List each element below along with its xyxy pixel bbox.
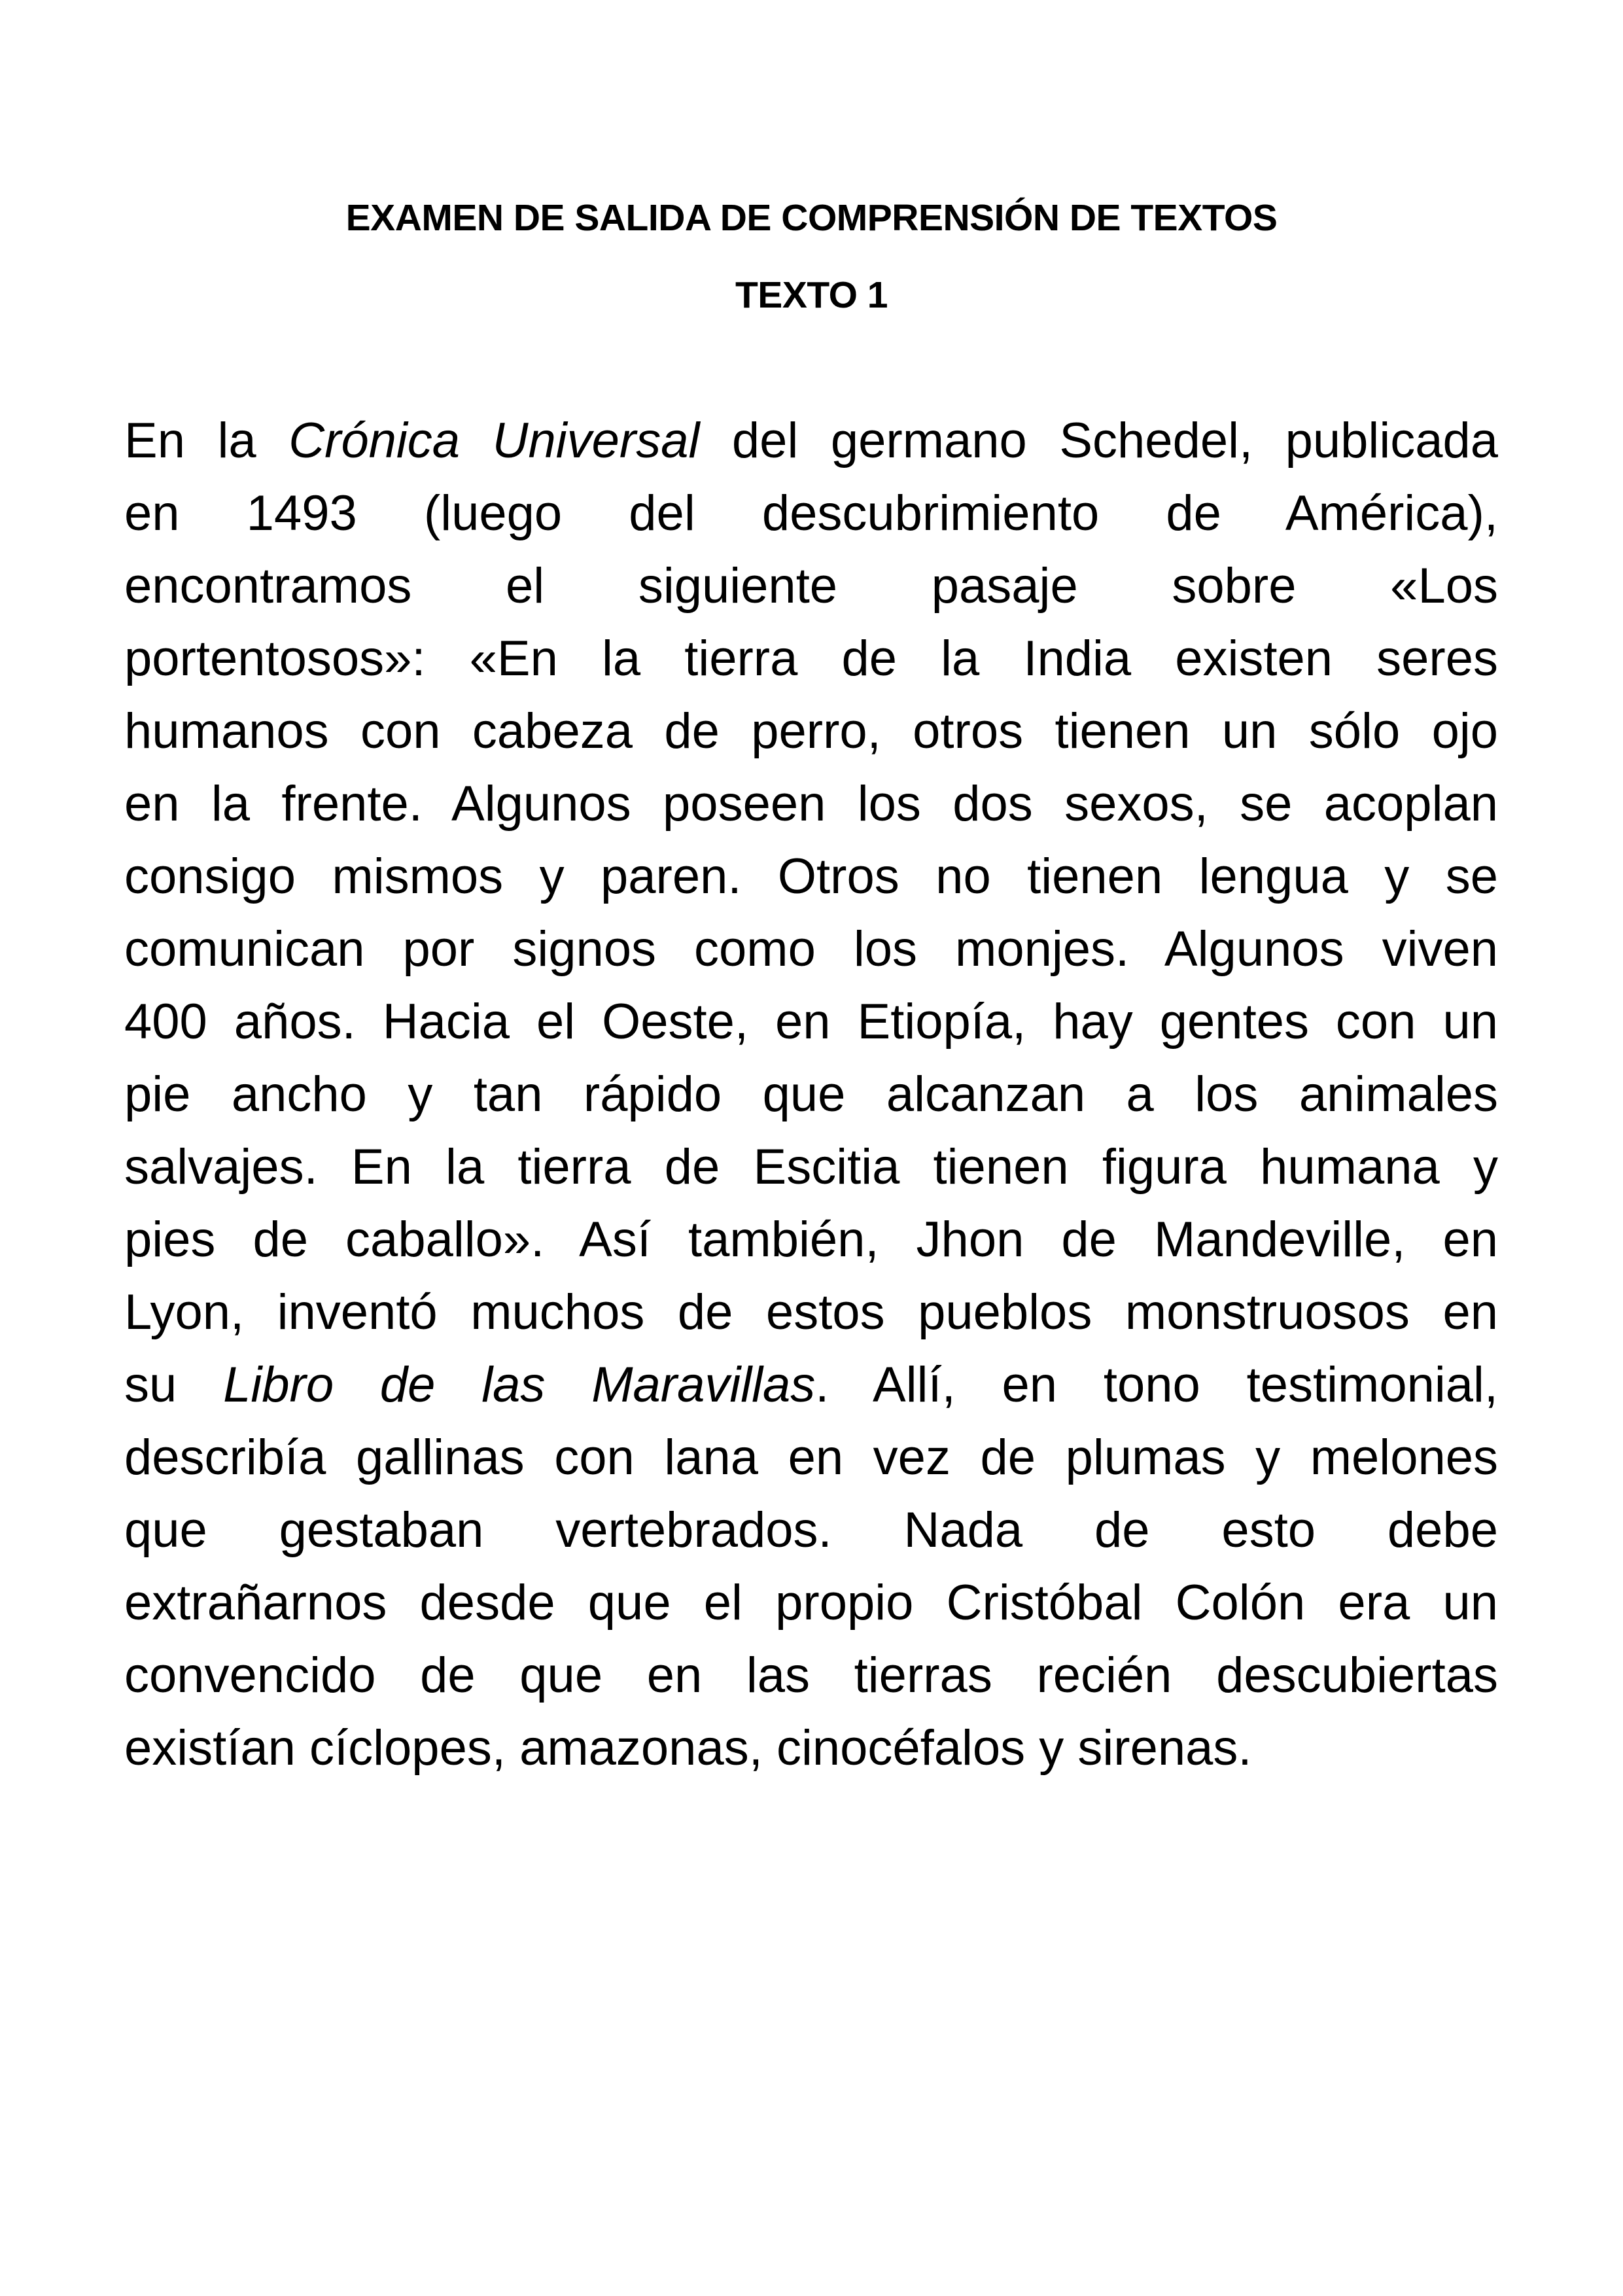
- text-line: comunican por signos como los monjes. Algunos viven: [124, 921, 1498, 977]
- text-line: 400 años. Hacia el Oeste, en Etiopía, hay gentes con un: [124, 994, 1498, 1050]
- text-line: pies de caballo». Así también, Jhon de Mandeville, en: [124, 1212, 1498, 1267]
- text-line: En la Crónica Universal del germano Schedel, publicada: [124, 413, 1499, 468]
- text-line: convencido de que en las tierras recién descubiertas: [124, 1648, 1498, 1703]
- text-line: pie ancho y tan rápido que alcanzan a los animales: [124, 1067, 1498, 1122]
- text-line: encontramos el siguiente pasaje sobre «Los: [124, 558, 1498, 614]
- italic-title: Crónica Universal: [288, 413, 700, 468]
- text-line: su Libro de las Maravillas. Allí, en tono testimonial,: [124, 1357, 1498, 1413]
- text-passage: [124, 404, 1498, 1784]
- text-line: humanos con cabeza de perro, otros tienen un sólo ojo: [124, 703, 1498, 759]
- document-title: EXAMEN DE SALIDA DE COMPRENSIÓN DE TEXTOS: [345, 197, 1278, 239]
- document-subtitle: TEXTO 1: [735, 274, 888, 316]
- text-line: salvajes. En la tierra de Escitia tienen figura humana y: [124, 1139, 1498, 1195]
- italic-title: Libro de las Maravillas: [223, 1357, 816, 1413]
- text-line: en la frente. Algunos poseen los dos sexos, se acoplan: [124, 776, 1498, 832]
- text-line: que gestaban vertebrados. Nada de esto debe: [124, 1502, 1498, 1558]
- text-line: consigo mismos y paren. Otros no tienen lengua y se: [124, 849, 1498, 904]
- text-line: portentosos»: «En la tierra de la India existen seres: [124, 631, 1498, 686]
- text-line: existían cíclopes, amazonas, cinocéfalos y sirenas.: [124, 1720, 1252, 1776]
- text-line: extrañarnos desde que el propio Cristóbal Colón era un: [124, 1575, 1498, 1631]
- text-line: en 1493 (luego del descubrimiento de América),: [124, 486, 1498, 541]
- text-line: describía gallinas con lana en vez de plumas y melones: [124, 1430, 1498, 1485]
- text-line: Lyon, inventó muchos de estos pueblos monstruosos en: [124, 1284, 1498, 1340]
